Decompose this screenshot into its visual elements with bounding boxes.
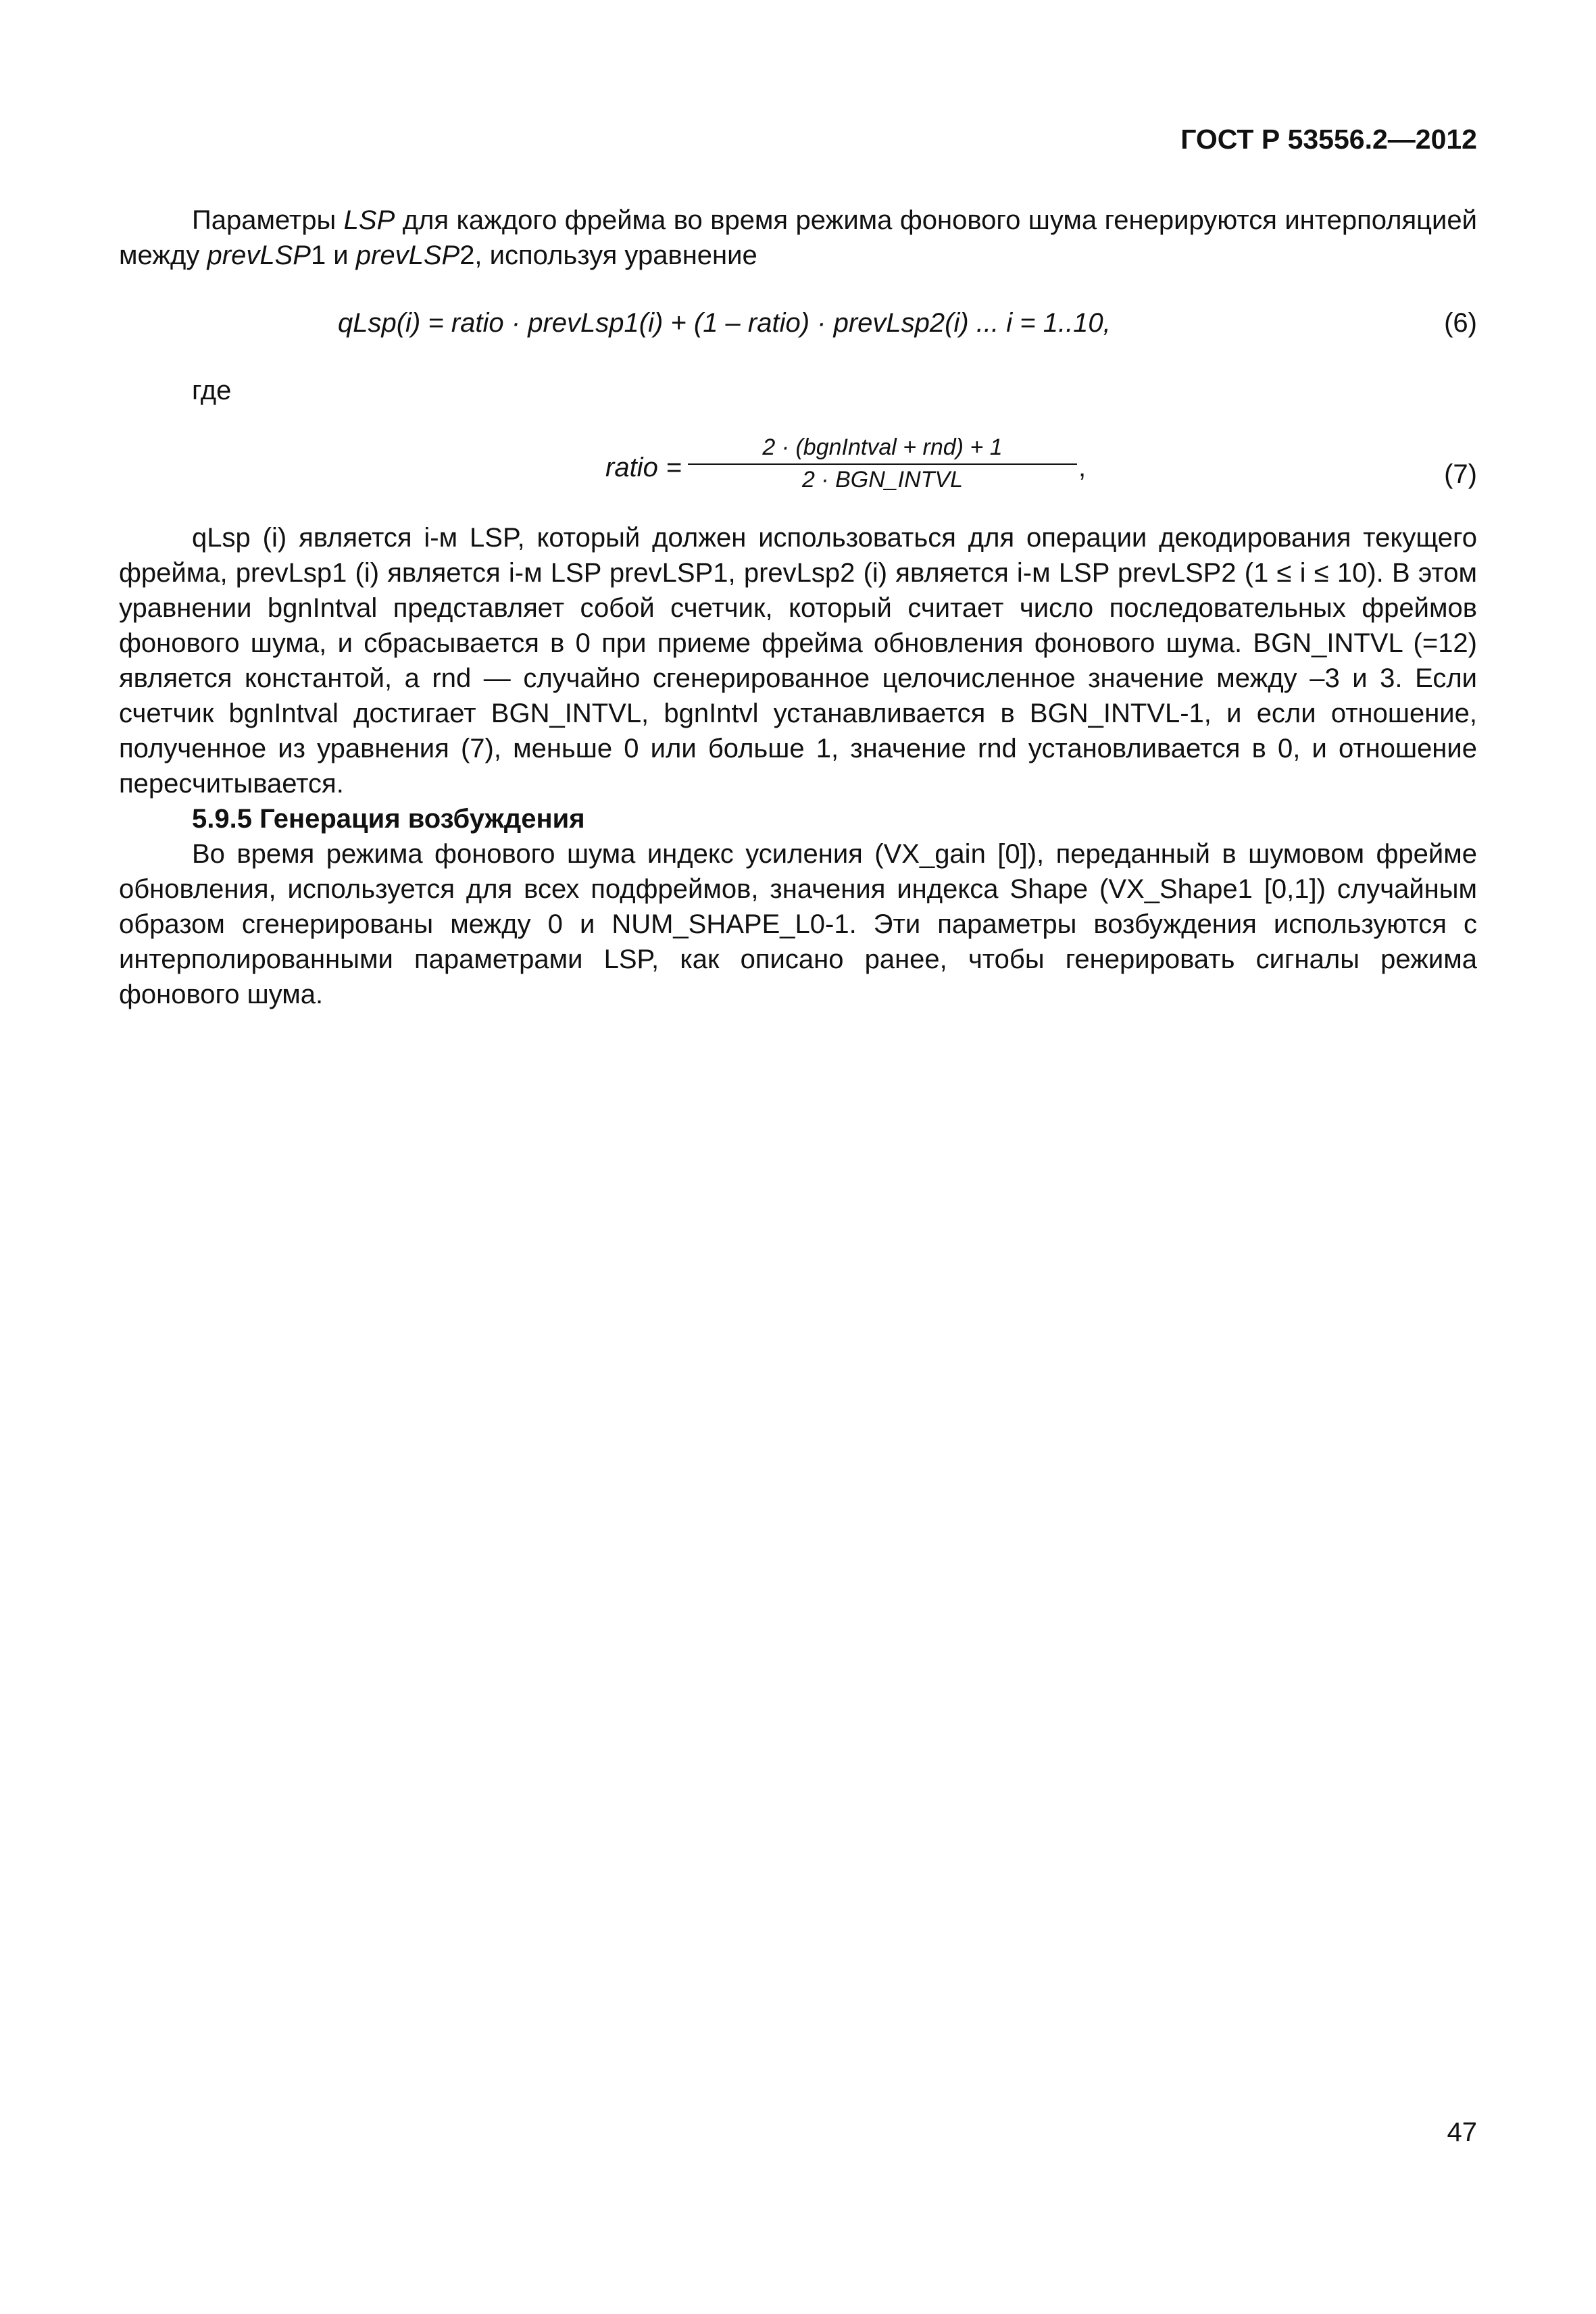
paragraph-excitation: Во время режима фонового шума индекс усиления (VX_gain [0]), переданный в шумовом фрейме обновления, используется для всех подфреймов, значения индекса Shape (VX_Shape1 [0,1]) случайным образом сгенерированы между 0 и NUM_SHAPE_L0-1. Эти параметры возбуждения используются с интерполированными параметрами LSP, как описано ранее, чтобы генерировать сигналы режима фонового шума. [119, 839, 1477, 1009]
body-text [119, 520, 1477, 1012]
intro-paragraph [119, 203, 1477, 273]
paragraph-definitions: qLsp (i) является i-м LSP, который должен использоваться для операции декодирования текущего фрейма, prevLsp1 (i) является i-м LSP prevLSP1, prevLsp2 (i) является i-м LSP prevLSP2 (1 ≤ i ≤ 10). В этом уравнении bgnIntval представляет собой счетчик, который считает число последовательных фреймов фонового шума, и сбрасывается в 0 при приеме фрейма обновления фонового шума. BGN_INTVL (=12) является константой, а rnd — случайно сгенерированное целочисленное значение между –3 и 3. Если счетчик bgnIntval достигает BGN_INTVL, bgnIntvl устанавливается в BGN_INTVL-1, и если отношение, полученное из уравнения (7), меньше 0 или больше 1, значение rnd установливается в 0, и отношение пересчитывается. [119, 523, 1477, 799]
equation-7-lhs: ratio [605, 453, 658, 482]
equation-6-number: (6) [1444, 308, 1477, 338]
equation-6-body: qLsp(i) = ratio · prevLsp1(i) + (1 – ratio) · prevLsp2(i) ... i = 1..10, [338, 308, 1111, 338]
where-label: где [192, 376, 232, 405]
intro-text-2: для каждого фрейма во время режима фонового шума генерируются интерполяцией между [119, 205, 1477, 270]
page-number: 47 [1447, 2117, 1477, 2147]
equation-7-number: (7) [1444, 459, 1477, 489]
equation-7-fraction [688, 432, 1077, 495]
equation-7-denominator: 2 · BGN_INTVL [801, 467, 964, 493]
standard-header: ГОСТ Р 53556.2—2012 [1180, 124, 1477, 155]
intro-term-lsp: LSP [343, 205, 395, 235]
intro-term-prevlsp2: prevLSP [355, 241, 460, 270]
section-heading: 5.9.5 Генерация возбуждения [192, 804, 585, 834]
intro-text-3: 1 и [310, 241, 356, 270]
equation-7-equals: = [666, 453, 682, 482]
equation-7-comma: , [1078, 453, 1087, 482]
intro-text-1: Параметры [192, 205, 344, 235]
equation-7 [119, 432, 1477, 507]
intro-term-prevlsp1: prevLSP [207, 241, 311, 270]
equation-6 [119, 305, 1477, 346]
equation-7-numerator: 2 · (bgnIntval + rnd) + 1 [762, 434, 1003, 460]
intro-text-4: 2, используя уравнение [459, 241, 757, 270]
